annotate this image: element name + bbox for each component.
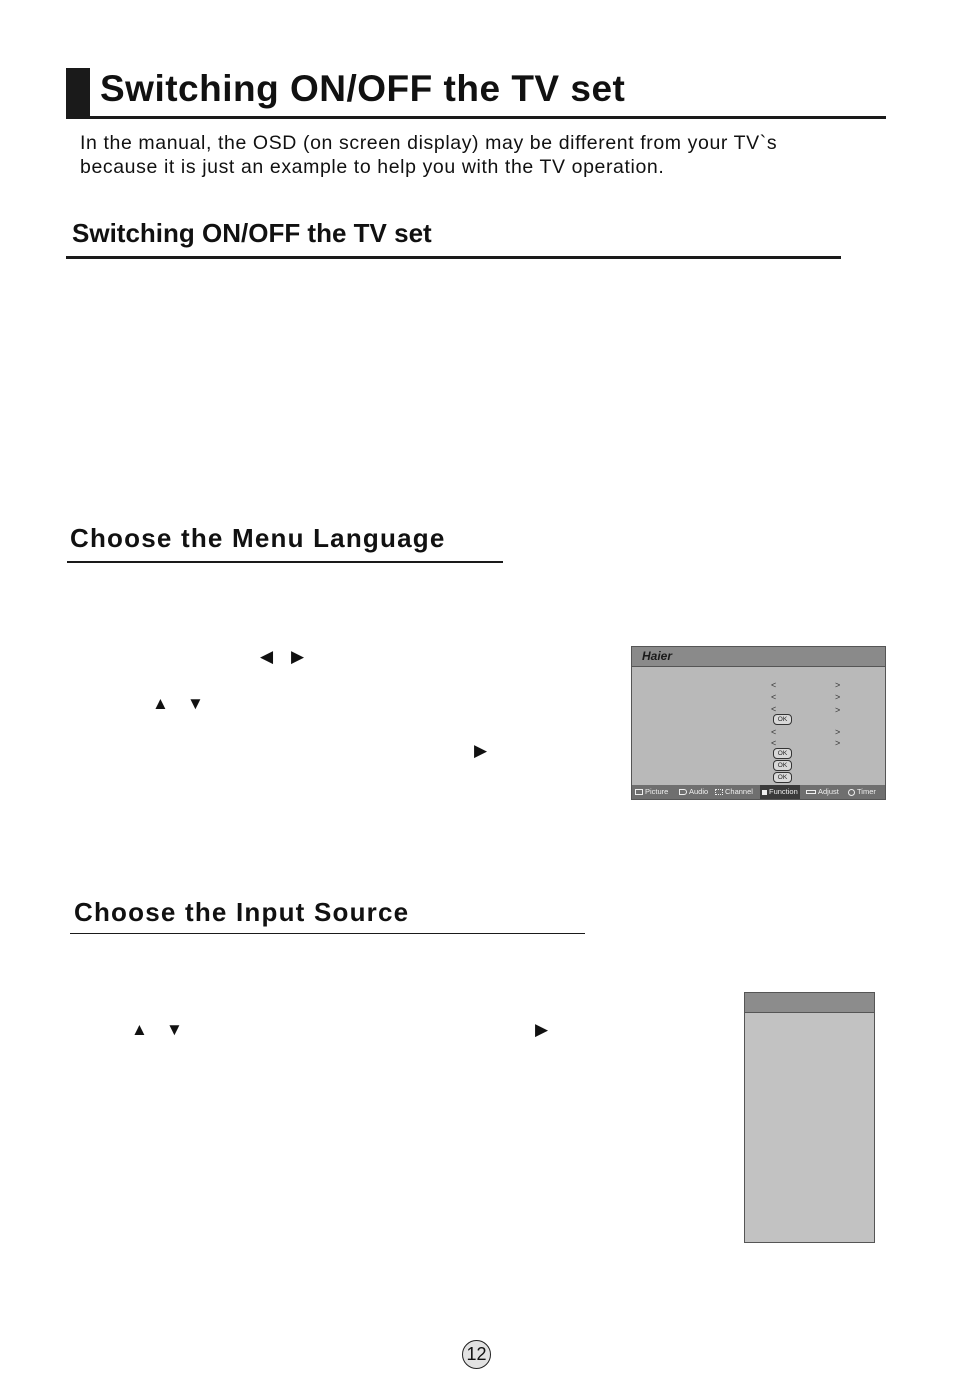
tab-audio <box>679 785 708 799</box>
function-icon <box>762 790 767 795</box>
down-arrow-icon: ▼ <box>166 1020 183 1039</box>
enter-arrow-icon: ▶ <box>474 741 488 760</box>
osd-tab-bar <box>632 785 885 799</box>
ok-button: OK <box>773 760 792 771</box>
up-arrow-icon: ▲ <box>152 694 169 713</box>
tab-adjust <box>806 785 839 799</box>
chevron-right-icon: > <box>835 738 841 748</box>
osd-header <box>632 647 885 667</box>
haier-logo: Haier <box>642 649 673 663</box>
chevron-left-icon: < <box>771 704 777 714</box>
chevron-left-icon: < <box>771 692 777 702</box>
left-arrow-icon: ◀ <box>260 647 274 666</box>
tab-label: Channel <box>725 787 753 796</box>
source-list-panel <box>744 992 875 1243</box>
section-divider-switching <box>66 256 841 259</box>
audio-icon <box>679 789 687 795</box>
chevron-right-icon: > <box>835 727 841 737</box>
section-divider-input <box>70 933 585 934</box>
osd-function-menu <box>631 646 886 800</box>
ok-button: OK <box>773 748 792 759</box>
chevron-left-icon: < <box>771 680 777 690</box>
chevron-right-icon: > <box>835 705 841 715</box>
page-title: Switching ON/OFF the TV set <box>100 68 626 109</box>
tab-picture <box>635 785 668 799</box>
timer-icon <box>848 789 855 796</box>
chevron-right-icon: > <box>835 692 841 702</box>
tab-channel <box>715 785 753 799</box>
picture-icon <box>635 789 643 795</box>
section-divider-language <box>67 561 503 563</box>
channel-icon <box>715 789 723 795</box>
section-title-input: Choose the Input Source <box>74 897 410 927</box>
title-marker-bar <box>66 68 90 118</box>
tab-timer <box>848 785 876 799</box>
adjust-icon <box>806 790 816 794</box>
tab-label: Adjust <box>818 787 839 796</box>
intro-line-2: because it is just an example to help you with the TV operation. <box>80 156 665 178</box>
ok-button: OK <box>773 714 792 725</box>
down-arrow-icon: ▼ <box>187 694 204 713</box>
enter-arrow-icon: ▶ <box>535 1020 549 1039</box>
tab-label: Picture <box>645 787 669 796</box>
section-title-language: Choose the Menu Language <box>70 523 446 553</box>
title-divider <box>66 116 886 119</box>
tab-label: Function <box>769 787 798 796</box>
chevron-left-icon: < <box>771 727 777 737</box>
chevron-left-icon: < <box>771 738 777 748</box>
intro-text <box>80 131 777 179</box>
tab-label: Timer <box>857 787 876 796</box>
source-list-header <box>745 993 874 1013</box>
up-arrow-icon: ▲ <box>131 1020 148 1039</box>
right-arrow-icon: ▶ <box>291 647 305 666</box>
tab-function <box>760 785 800 799</box>
tab-label: Audio <box>689 787 709 796</box>
section-title-switching: Switching ON/OFF the TV set <box>72 218 432 248</box>
intro-line-1: In the manual, the OSD (on screen display) may be different from your TV`s <box>80 132 778 154</box>
page-number: 12 <box>462 1340 491 1369</box>
chevron-right-icon: > <box>835 680 841 690</box>
ok-button: OK <box>773 772 792 783</box>
